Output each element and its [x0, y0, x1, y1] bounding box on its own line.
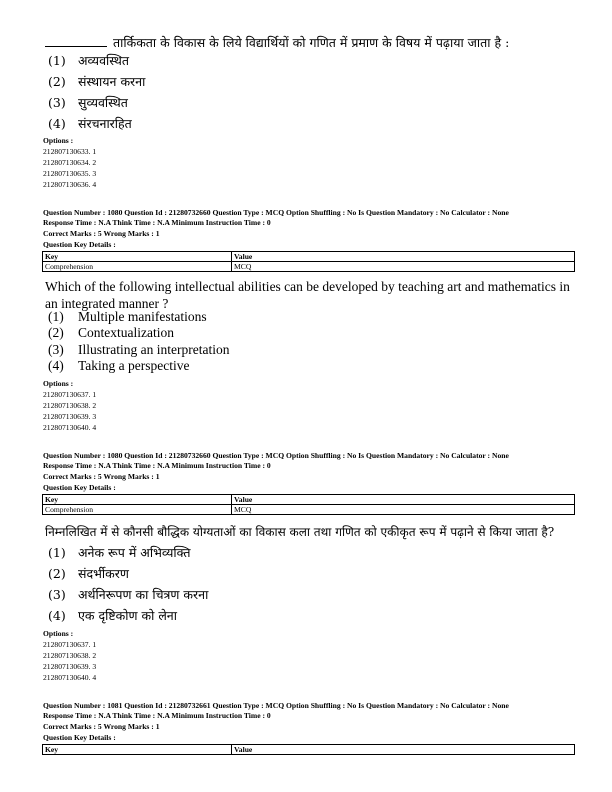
table-header-key: Key: [43, 252, 232, 262]
table-row: [43, 495, 575, 505]
option-1: (1) अव्यवस्थित: [48, 53, 129, 68]
question-english: Which of the following intellectual abilities can be developed by teaching art and mathematics in an integrated manner ?: [45, 279, 570, 311]
marks-line: Correct Marks : 5 Wrong Marks : 1: [43, 472, 160, 481]
table-cell-key: Comprehension: [43, 505, 232, 515]
option-2: (2) Contextualization: [48, 325, 174, 340]
option-3: (3) अर्थनिरूपण का चित्रण करना: [48, 587, 209, 602]
answer-blank: [45, 35, 107, 47]
key-table: [42, 251, 575, 272]
option-id: 212807130640. 4: [43, 673, 97, 682]
table-cell-value: MCQ: [232, 505, 575, 515]
table-header-key: Key: [43, 495, 232, 505]
key-details-label: Question Key Details :: [43, 240, 116, 249]
option-3: (3) Illustrating an interpretation: [48, 342, 230, 357]
marks-line: Correct Marks : 5 Wrong Marks : 1: [43, 722, 160, 731]
option-2: (2) संदर्भीकरण: [48, 566, 129, 581]
question-hindi-2: निम्नलिखित में से कौनसी बौद्धिक योग्यताओं का विकास कला तथा गणित को एकीकृत रूप में पढ़ाने से किया जाता है?: [45, 525, 555, 539]
table-header-value: Value: [232, 495, 575, 505]
options-label: Options :: [43, 379, 74, 388]
option-id: 212807130634. 2: [43, 158, 97, 167]
option-id: 212807130633. 1: [43, 147, 97, 156]
option-id: 212807130635. 3: [43, 169, 97, 178]
table-row: [43, 745, 575, 755]
option-2: (2) संस्थायन करना: [48, 74, 146, 89]
option-id: 212807130638. 2: [43, 651, 97, 660]
option-id: 212807130637. 1: [43, 390, 97, 399]
option-id: 212807130639. 3: [43, 412, 97, 421]
options-label: Options :: [43, 136, 74, 145]
key-table: [42, 744, 575, 755]
question-meta-line2: Response Time : N.A Think Time : N.A Minimum Instruction Time : 0: [43, 711, 271, 720]
option-id: 212807130637. 1: [43, 640, 97, 649]
question-meta-line1: Question Number : 1080 Question Id : 21280732660 Question Type : MCQ Option Shuffling : No Is Question Mandatory : No Calculator : None: [43, 451, 509, 460]
question-hindi-1: तार्किकता के विकास के लिये विद्यार्थियों को गणित में प्रमाण के विषय में पढ़ाया जाता है :: [45, 35, 509, 51]
key-table: [42, 494, 575, 515]
options-label: Options :: [43, 629, 74, 638]
table-header-value: Value: [232, 745, 575, 755]
key-details-label: Question Key Details :: [43, 483, 116, 492]
question-meta-line2: Response Time : N.A Think Time : N.A Minimum Instruction Time : 0: [43, 461, 271, 470]
table-row: [43, 252, 575, 262]
question-meta-line1: Question Number : 1080 Question Id : 21280732660 Question Type : MCQ Option Shuffling : No Is Question Mandatory : No Calculator : None: [43, 208, 509, 217]
option-1: (1) अनेक रूप में अभिव्यक्ति: [48, 545, 191, 560]
option-id: 212807130636. 4: [43, 180, 97, 189]
option-3: (3) सुव्यवस्थित: [48, 95, 128, 110]
marks-line: Correct Marks : 5 Wrong Marks : 1: [43, 229, 160, 238]
option-4: (4) संरचनारहित: [48, 116, 132, 131]
option-id: 212807130638. 2: [43, 401, 97, 410]
option-1: (1) Multiple manifestations: [48, 309, 207, 324]
table-header-key: Key: [43, 745, 232, 755]
option-4: (4) एक दृष्टिकोण को लेना: [48, 608, 177, 623]
question-meta-line1: Question Number : 1081 Question Id : 21280732661 Question Type : MCQ Option Shuffling : No Is Question Mandatory : No Calculator : None: [43, 701, 509, 710]
table-cell-key: Comprehension: [43, 262, 232, 272]
option-id: 212807130639. 3: [43, 662, 97, 671]
key-details-label: Question Key Details :: [43, 733, 116, 742]
option-id: 212807130640. 4: [43, 423, 97, 432]
table-row: [43, 262, 575, 272]
option-4: (4) Taking a perspective: [48, 358, 190, 373]
table-row: [43, 505, 575, 515]
table-cell-value: MCQ: [232, 262, 575, 272]
table-header-value: Value: [232, 252, 575, 262]
question-meta-line2: Response Time : N.A Think Time : N.A Minimum Instruction Time : 0: [43, 218, 271, 227]
